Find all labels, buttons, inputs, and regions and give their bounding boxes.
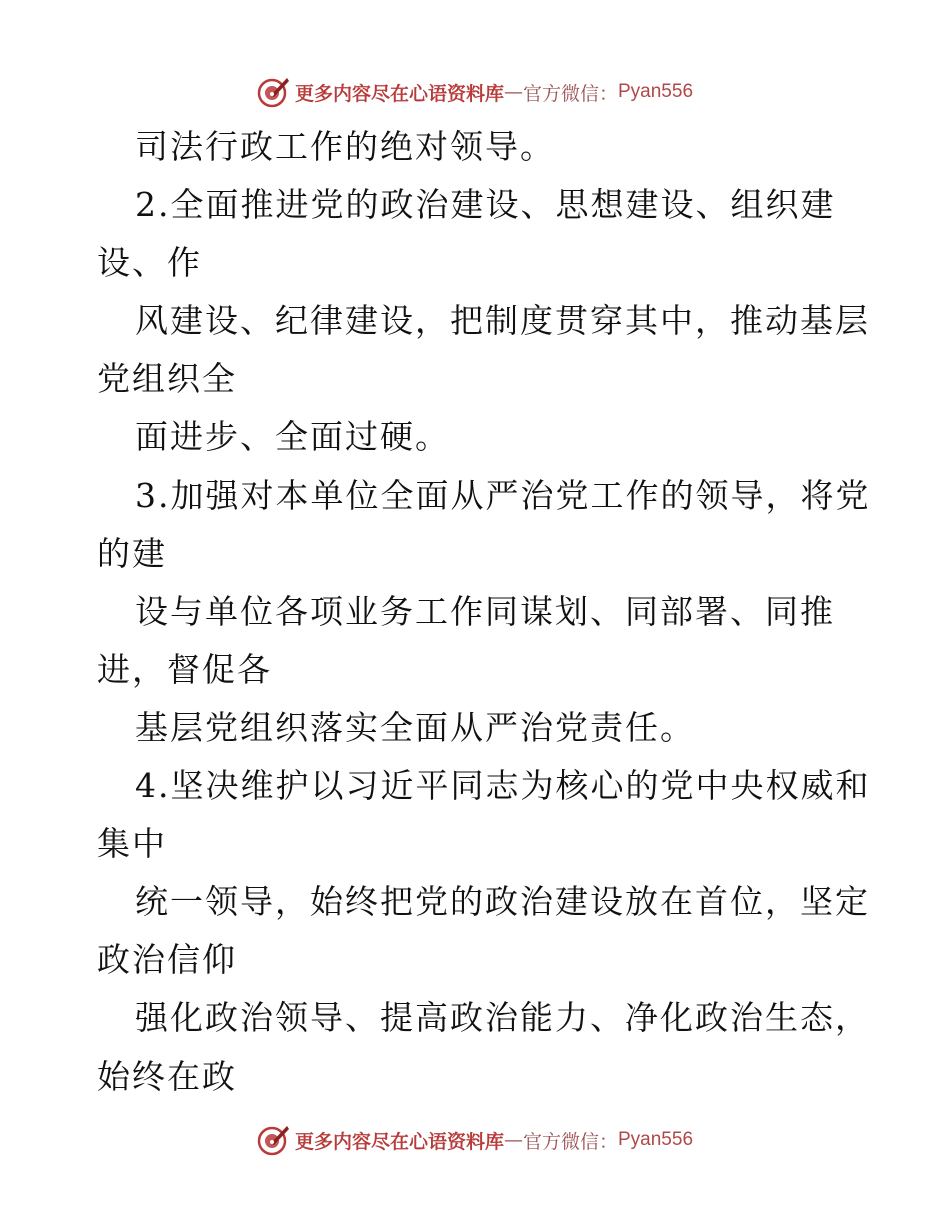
text-line: 统一领导，始终把党的政治建设放在首位，坚定 [135, 882, 870, 922]
watermark-wechat-id: Pyan556 [618, 81, 694, 102]
text-line: 政治信仰 [97, 940, 237, 980]
text-line: 风建设、纪律建设，把制度贯穿其中，推动基层 [135, 301, 870, 341]
text-line: 设、作 [97, 243, 202, 283]
text-line: 司法行政工作的绝对领导。 [135, 127, 555, 166]
text-line: 2.全面推进党的政治建设、思想建设、组织建 [135, 185, 836, 225]
watermark-main-text: 更多内容尽在心语资料库 [294, 1130, 504, 1153]
text-line: 始终在政 [97, 1056, 237, 1096]
text-line: 的建 [97, 533, 167, 573]
text-line: 面进步、全面过硬。 [135, 417, 450, 457]
watermark-header [0, 72, 950, 112]
watermark-separator: — [503, 1129, 523, 1151]
watermark-sub-text: 官方微信： [522, 1130, 618, 1153]
watermark-footer [0, 1120, 950, 1160]
text-line: 设与单位各项业务工作同谋划、同部署、同推 [135, 591, 835, 631]
watermark-wechat-id: Pyan556 [618, 1129, 694, 1150]
text-line: 基层党组织落实全面从严治党责任。 [135, 707, 695, 747]
watermark-sub-text: 官方微信： [522, 82, 618, 105]
watermark-main-text: 更多内容尽在心语资料库 [294, 82, 504, 105]
watermark-separator: — [503, 81, 523, 103]
text-line: 集中 [97, 824, 167, 864]
text-line: 进，督促各 [97, 649, 272, 689]
pen-nib-seal-icon [257, 1123, 291, 1157]
text-line: 强化政治领导、提高政治能力、净化政治生态， [135, 998, 870, 1038]
pen-nib-seal-icon [257, 75, 291, 109]
text-line: 党组织全 [97, 359, 237, 399]
text-line: 3.加强对本单位全面从严治党工作的领导，将党 [135, 475, 871, 515]
document-body [97, 118, 871, 1106]
text-line: 4.坚决维护以习近平同志为核心的党中央权威和 [135, 766, 871, 806]
